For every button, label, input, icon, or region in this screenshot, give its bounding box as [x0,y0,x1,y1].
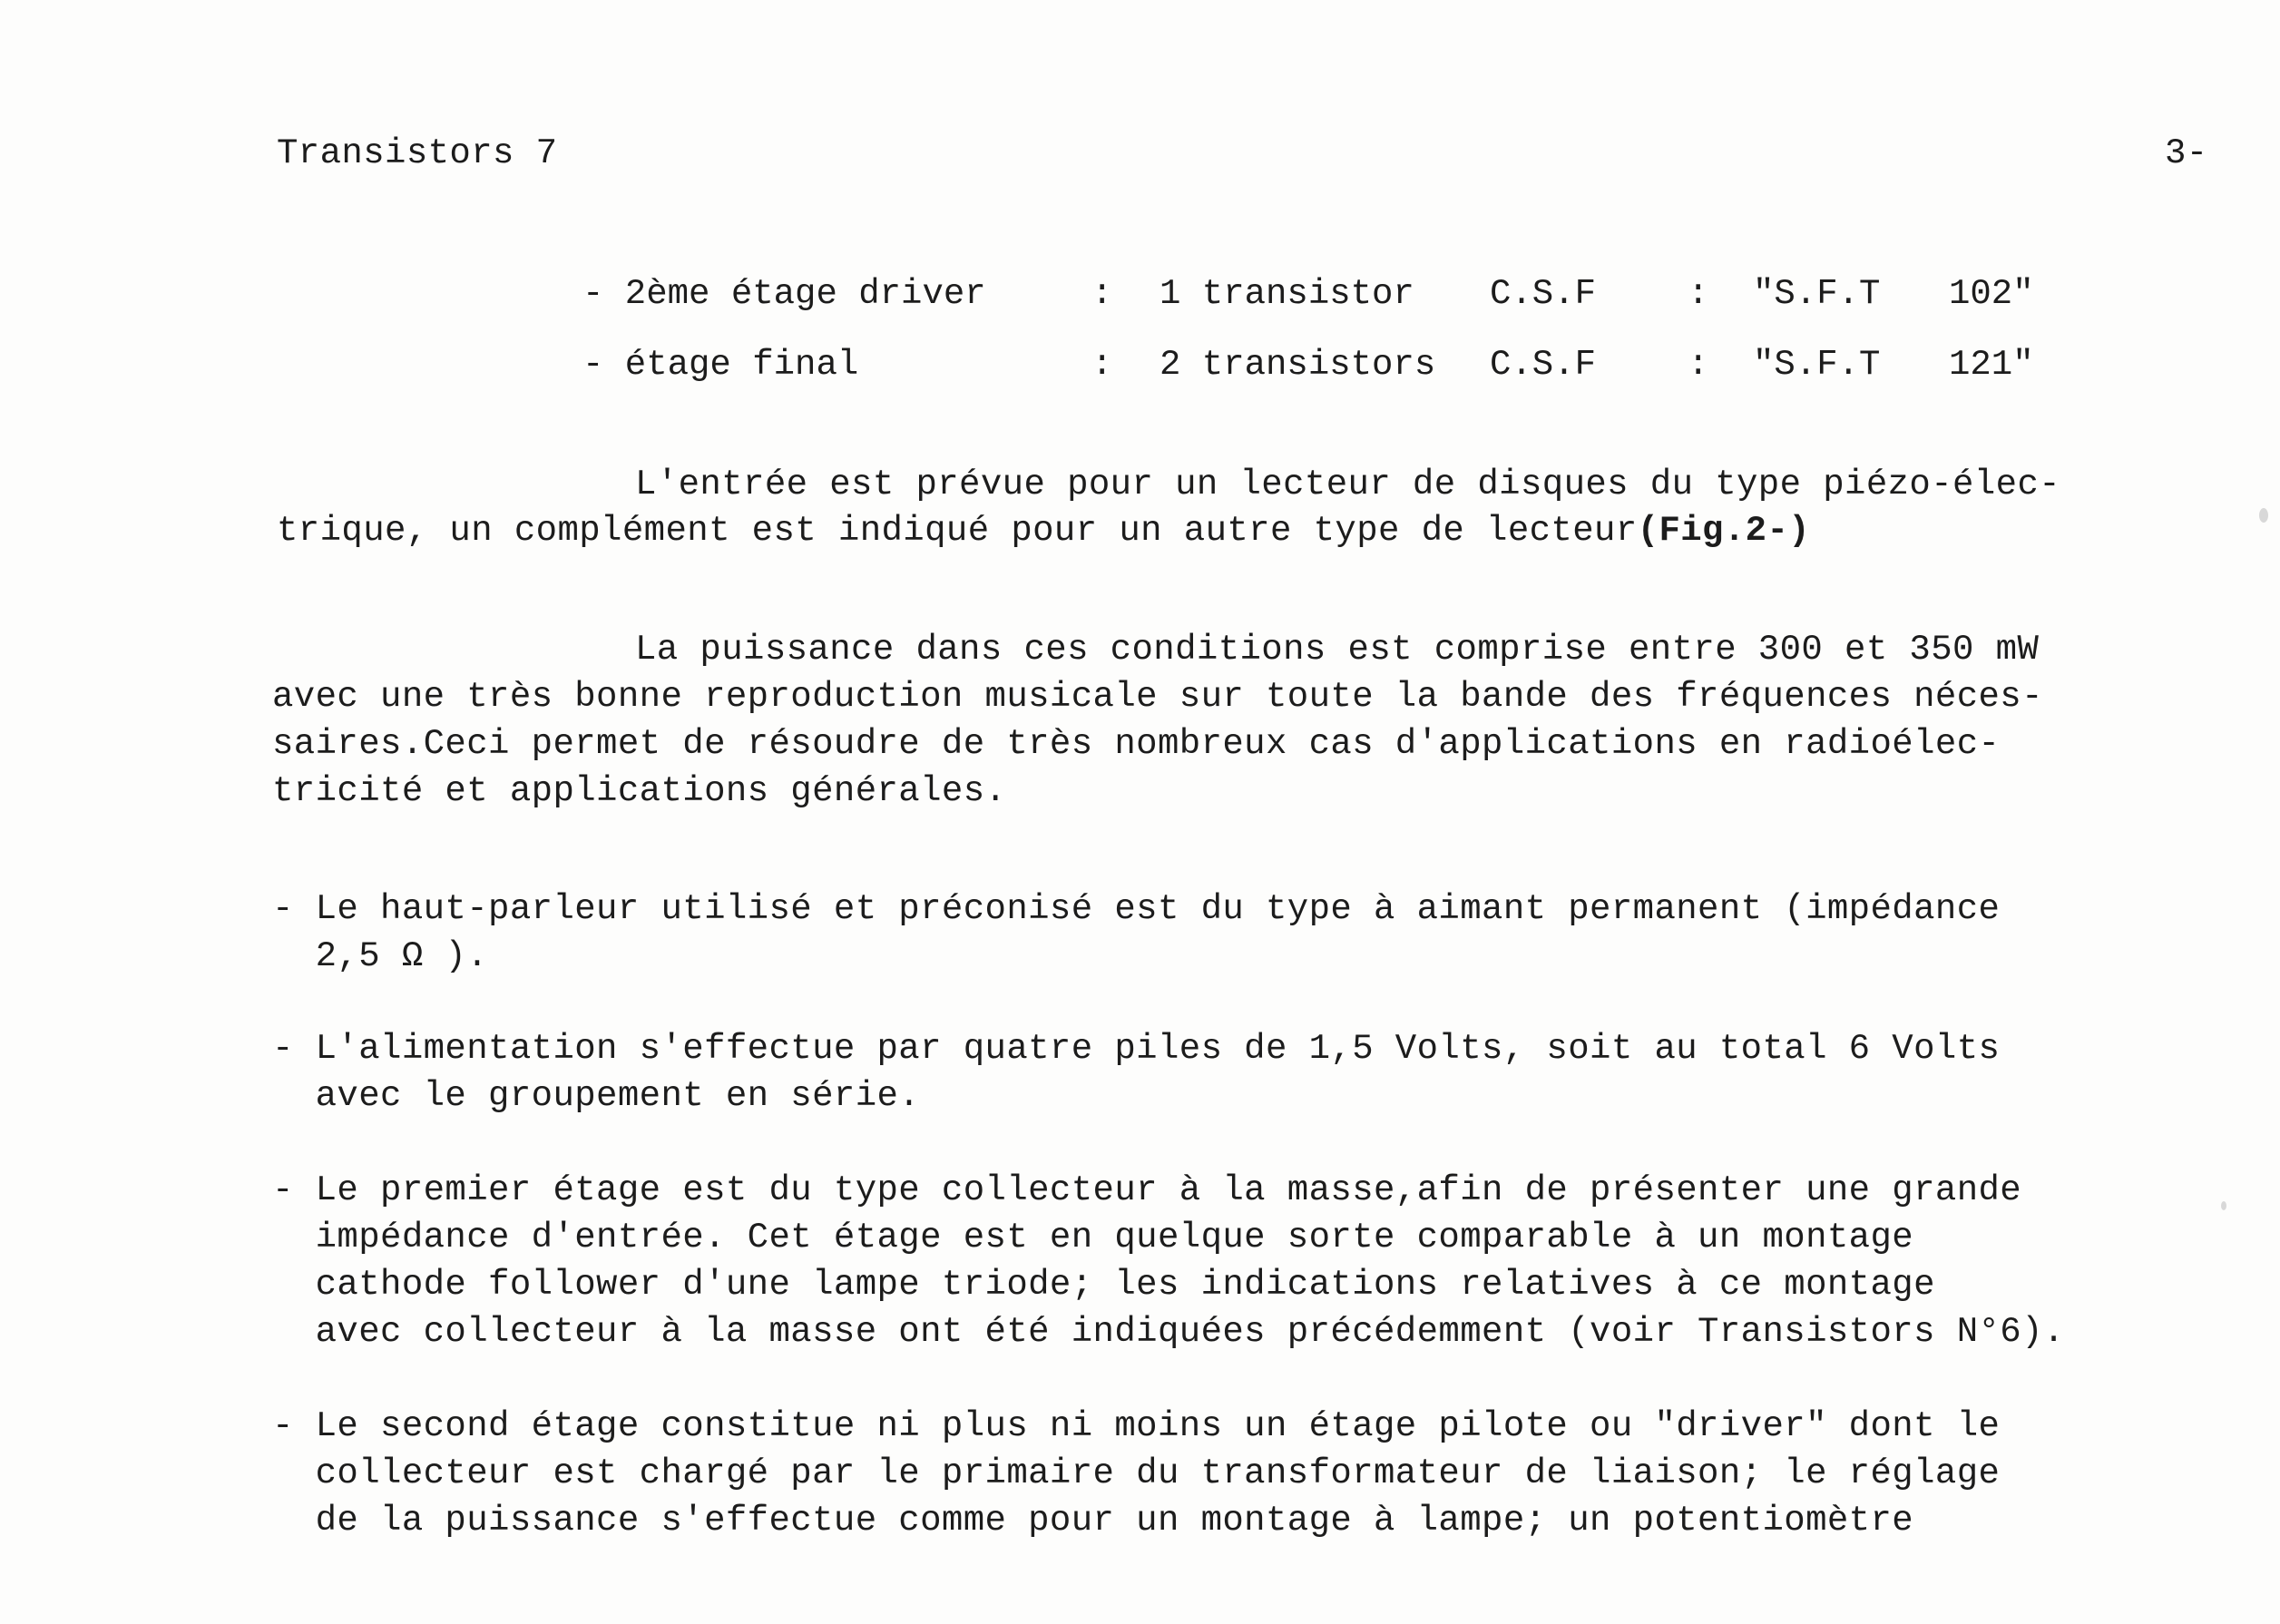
spec-type-number: 102" [1949,274,2034,314]
bullet-line: impédance d'entrée. Cet étage est en quelque sorte comparable à un montage [272,1218,1914,1257]
paragraph-line: avec une très bonne reproduction musicale sur toute la bande des fréquences néces- [272,677,2043,717]
spec-count: 1 transistor [1160,274,1414,314]
spec-count: 2 transistors [1160,345,1436,385]
paragraph-line [277,507,1810,554]
spec-colon: : [1091,274,1113,314]
spec-type-number: 121" [1949,345,2034,385]
spec-colon: : [1688,345,1709,385]
bullet-line: collecteur est chargé par le primaire du transformateur de liaison; le réglage [272,1453,2001,1493]
page-number: 3- [2165,133,2208,173]
running-title: Transistors 7 [277,133,558,173]
bullet-line: - Le haut-parleur utilisé et préconisé est du type à aimant permanent (impédance [272,889,2001,929]
paragraph-line: saires.Ceci permet de résoudre de très nombreux cas d'applications en radioélec- [272,724,2001,764]
bullet-line: 2,5 Ω ). [272,936,489,976]
figure-reference: (Fig.2-) [1637,511,1811,551]
bullet-line: de la puissance s'effectue comme pour un montage à lampe; un potentiomètre [272,1501,1914,1541]
bullet-line: cathode follower d'une lampe triode; les indications relatives à ce montage [272,1265,1935,1305]
bullet-line: - L'alimentation s'effectue par quatre piles de 1,5 Volts, soit au total 6 Volts [272,1029,2001,1069]
spec-type: "S.F.T [1753,345,1881,385]
spec-label: - étage final [582,345,859,385]
bullet-line: avec collecteur à la masse ont été indiquées précédemment (voir Transistors N°6). [272,1312,2065,1352]
spec-maker: C.S.F [1490,274,1597,314]
scan-speck [2221,1201,2226,1210]
spec-colon: : [1688,274,1709,314]
spec-colon: : [1091,345,1113,385]
paragraph-line: tricité et applications générales. [272,771,1007,811]
paragraph-line-text: trique, un complément est indiqué pour un autre type de lecteur [277,511,1638,551]
bullet-line: - Le second étage constitue ni plus ni moins un étage pilote ou "driver" dont le [272,1406,2001,1446]
bullet-line: - Le premier étage est du type collecteur à la masse,afin de présenter une grande [272,1170,2022,1210]
spec-maker: C.S.F [1490,345,1597,385]
spec-label: - 2ème étage driver [582,274,986,314]
spec-type: "S.F.T [1753,274,1881,314]
scan-speck [2259,508,2268,523]
paragraph-line: L'entrée est prévue pour un lecteur de disques du type piézo-élec- [635,465,2061,504]
paragraph-line: La puissance dans ces conditions est comprise entre 300 et 350 mW [635,630,2040,670]
bullet-line: avec le groupement en série. [272,1076,921,1116]
